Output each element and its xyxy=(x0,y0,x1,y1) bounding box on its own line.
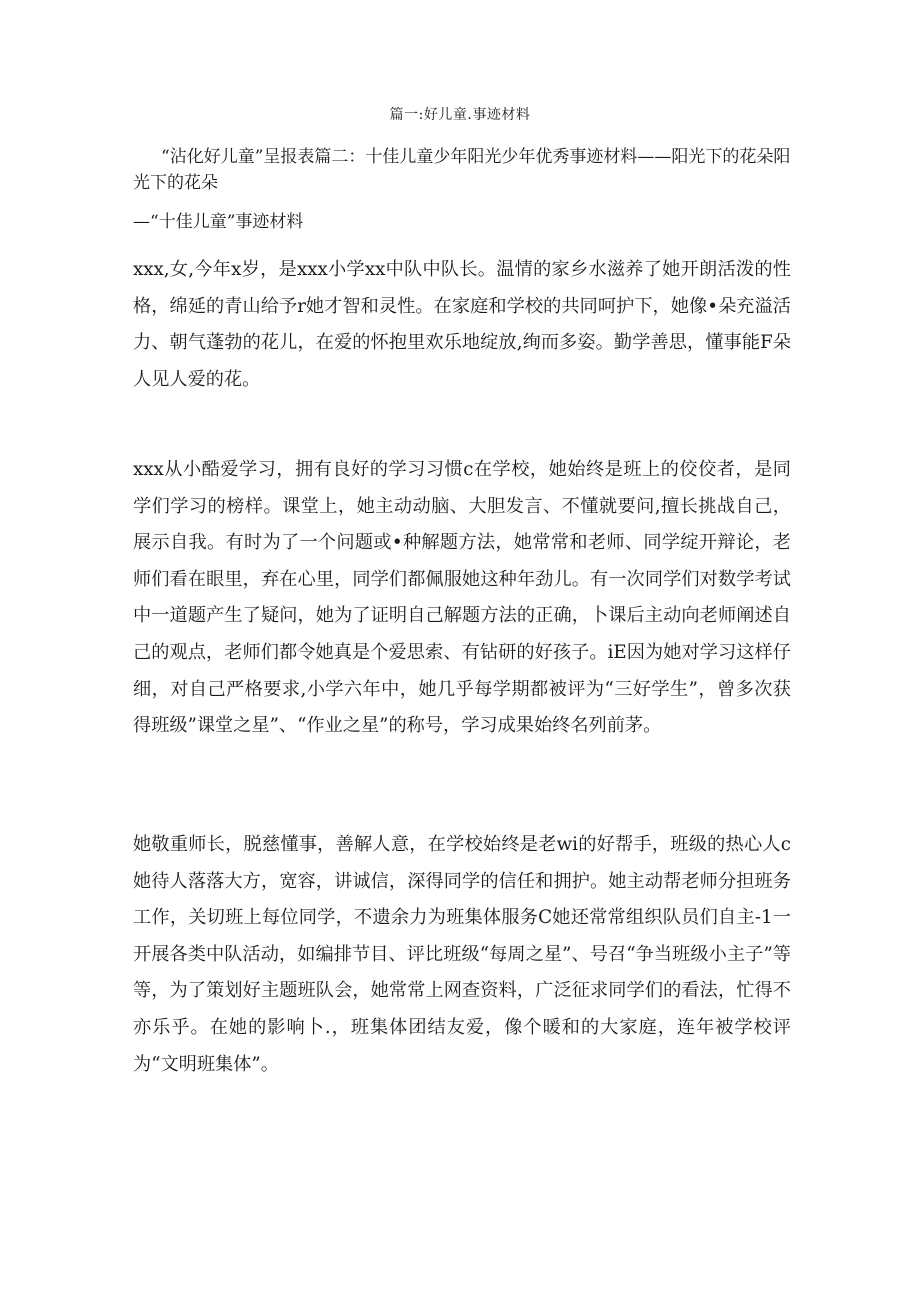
document-subtitle: —“十佳儿童”事迹材料 xyxy=(133,212,304,232)
document-title: 篇一:好儿童.事迹材料 xyxy=(389,107,531,123)
body-paragraph: 她敬重师长，脱慈懂事，善解人意，在学校始终是老wi的好帮手，班级的热心人c她待人落落大方，宽容，讲诚信，深得同学的信任和拥护。她主动帮老师分担班务工作，关切班上每位同学，不遗余力为班集体服务C她还常常组织队员们自主-1一开展各类中队活动，如编排节目、评比班级“每周之星”、号召“争当班级小主子”等等，为了策划好主题班队会，她常常上网查资料，广泛征求同学们的看法，忙得不亦乐乎。在她的影响卜.，班集体团结友爱，像个暖和的大家庭，连年被学校评为“文明班集体”。 xyxy=(133,834,791,1075)
intro-line: “沾化好儿童”呈报表篇二：十佳儿童少年阳光少年优秀事迹材料——阳光下的花朵阳光下的花朵 xyxy=(133,147,791,193)
body-paragraph: xxx,女,今年x岁，是xxx小学xx中队中队长。温情的家乡水滋养了她开朗活泼的性格，绵延的青山给予r她才智和灵性。在家庭和学校的共同呵护下，她像•朵充溢活力、朝气蓬勃的花儿，在爱的怀抱里欢乐地绽放,绚而多姿。勤学善思，懂事能F朵人见人爱的花。 xyxy=(133,259,791,390)
body-paragraph: xxx从小酷爱学习，拥有良好的学习习惯c在学校，她始终是班上的佼佼者，是同学们学习的榜样。课堂上，她主动动脑、大胆发言、不懂就要问,擅长挑战自己，展示自我。有时为了一个问题或•种解题方法，她常常和老师、同学绽开辩论，老师们看在眼里，弃在心里，同学们都佩服她这种年劲儿。有一次同学们对数学考试中一道题产生了疑问，她为了证明自己解题方法的正确，卜课后主动向老师阐述自己的观点，老师们都令她真是个爱思索、有钻研的好孩子。iE因为她对学习这样仔细，对自己严格要求,小学六年中，她几乎每学期都被评为“三好学生”，曾多次获得班级”课堂之星”、“作业之星”的称号，学习成果始终名列前茅。 xyxy=(133,459,791,737)
